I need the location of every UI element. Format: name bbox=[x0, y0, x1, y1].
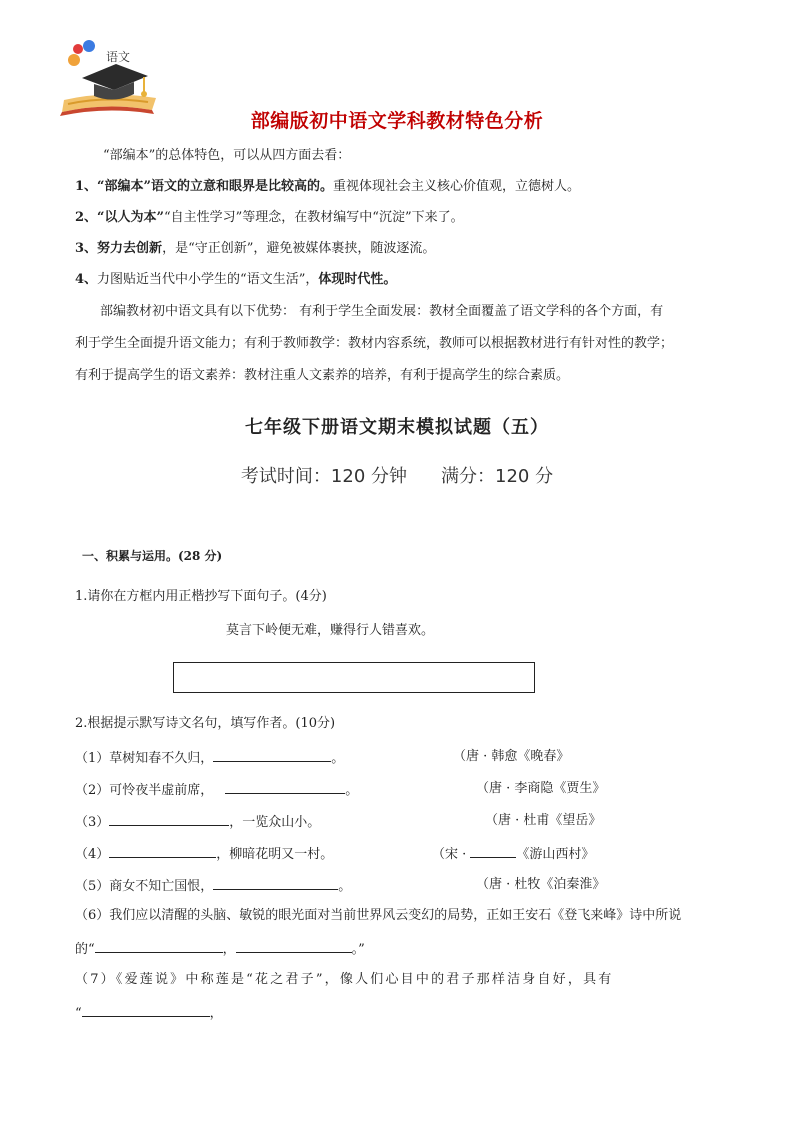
item-label: （1）草树知春不久归， bbox=[75, 751, 214, 766]
answer-blank[interactable] bbox=[213, 875, 338, 890]
answer-blank[interactable] bbox=[225, 779, 345, 794]
intro-point-2 bbox=[75, 208, 464, 228]
logo-label: 语文 bbox=[106, 50, 131, 64]
quote-open: 的“ bbox=[75, 942, 95, 957]
advantages-line-2: 利于学生全面提升语文能力；有利于教师教学：教材内容系统，教师可以根据教材进行有针对性的教学； bbox=[75, 336, 674, 351]
quote-close: 。” bbox=[351, 942, 365, 957]
item-after: 。 bbox=[331, 751, 345, 766]
item-label: （3） bbox=[75, 815, 110, 830]
page-title: 部编版初中语文学科教材特色分析 bbox=[250, 110, 544, 132]
point-number: 4、 bbox=[75, 272, 98, 287]
source-work: 《游山西村》 bbox=[516, 847, 595, 862]
point-emphasis: 体现时代性。 bbox=[318, 272, 397, 287]
question-2-item-7-blanks bbox=[75, 1002, 223, 1024]
point-text: 重视体现社会主义核心价值观，立德树人。 bbox=[333, 179, 581, 194]
point-emphasis: “部编本”语文的立意和眼界是比较高的。 bbox=[97, 179, 334, 194]
exam-time: 考试时间：120 分钟 bbox=[240, 466, 407, 487]
advantages-line-3: 有利于提高学生的语文素养：教材注重人文素养的培养，有利于提高学生的综合素质。 bbox=[75, 368, 570, 383]
question-2-item-4 bbox=[75, 843, 333, 865]
question-2-item-5 bbox=[75, 875, 351, 897]
point-text: 力图贴近当代中小学生的“语文生活”， bbox=[97, 272, 319, 287]
answer-blank[interactable] bbox=[109, 811, 229, 826]
point-number: 2、 bbox=[75, 210, 98, 225]
question-2-item-6: （6）我们应以清醒的头脑、敏锐的眼光面对当前世界风云变幻的局势，正如王安石《登飞来峰》诗中所说 bbox=[75, 908, 682, 923]
point-text: ，是“守正创新”，避免被媒体裹挟，随波逐流。 bbox=[162, 241, 436, 256]
answer-blank[interactable] bbox=[236, 938, 352, 953]
exam-meta bbox=[0, 462, 794, 488]
exam-score: 满分：120 分 bbox=[441, 466, 554, 487]
item-source: （唐 · 韩愈《晚春》 bbox=[453, 749, 570, 764]
answer-blank[interactable] bbox=[109, 843, 216, 858]
intro-point-4 bbox=[75, 270, 396, 290]
answer-blank[interactable] bbox=[82, 1002, 210, 1017]
intro-point-3 bbox=[75, 239, 435, 259]
item-after: 。 bbox=[345, 783, 359, 798]
exam-title: 七年级下册语文期末模拟试题（五） bbox=[245, 417, 549, 438]
item-after: ，一览众山小。 bbox=[229, 815, 321, 830]
item-after: 。 bbox=[338, 879, 352, 894]
point-number: 3、 bbox=[75, 241, 98, 256]
item-label: （4） bbox=[75, 847, 110, 862]
question-2-item-2 bbox=[75, 779, 358, 801]
item-after: ，柳暗花明又一村。 bbox=[216, 847, 334, 862]
question-2-item-7: （7）《爱莲说》中称莲是“花之君子”，像人们心目中的君子那样洁身自好，具有 bbox=[75, 972, 614, 987]
intro-lead: “部编本”的总体特色，可以从四方面去看： bbox=[103, 148, 351, 163]
author-blank[interactable] bbox=[470, 843, 516, 858]
quote-open: “ bbox=[75, 1006, 82, 1021]
item-source: （唐 · 杜牧《泊秦淮》 bbox=[476, 877, 606, 892]
source-prefix: （宋 · bbox=[432, 847, 471, 862]
item-source bbox=[432, 843, 594, 865]
question-1-prompt: 1.请你在方框内用正楷抄写下面句子。(4分) bbox=[75, 589, 327, 604]
section-heading: 一、积累与运用。(28 分) bbox=[82, 549, 223, 563]
answer-blank[interactable] bbox=[213, 747, 331, 762]
answer-blank[interactable] bbox=[95, 938, 223, 953]
handwriting-answer-box[interactable] bbox=[173, 662, 535, 693]
item-label: （2）可怜夜半虚前席， bbox=[75, 783, 214, 798]
question-1-sentence: 莫言下岭便无难，赚得行人错喜欢。 bbox=[226, 623, 435, 638]
point-emphasis: 努力去创新 bbox=[97, 241, 163, 256]
intro-point-1 bbox=[75, 177, 580, 197]
question-2-item-1 bbox=[75, 747, 344, 769]
advantages-line-1: 部编教材初中语文具有以下优势： 有利于学生全面发展：教材全面覆盖了语文学科的各个方面，有 bbox=[100, 304, 664, 319]
comma: ， bbox=[209, 1006, 223, 1021]
comma: ， bbox=[222, 942, 236, 957]
item-source: （唐 · 杜甫《望岳》 bbox=[485, 813, 602, 828]
point-number: 1、 bbox=[75, 179, 98, 194]
point-emphasis: “以人为本” bbox=[97, 210, 165, 225]
item-source: （唐 · 李商隐《贾生》 bbox=[476, 781, 606, 796]
question-2-prompt: 2.根据提示默写诗文名句，填写作者。(10分) bbox=[75, 716, 336, 731]
question-2-item-6-blanks bbox=[75, 938, 365, 960]
item-label: （5）商女不知亡国恨， bbox=[75, 879, 214, 894]
question-2-item-3 bbox=[75, 811, 320, 833]
point-text: “自主性学习”等理念，在教材编写中“沉淀”下来了。 bbox=[164, 210, 464, 225]
